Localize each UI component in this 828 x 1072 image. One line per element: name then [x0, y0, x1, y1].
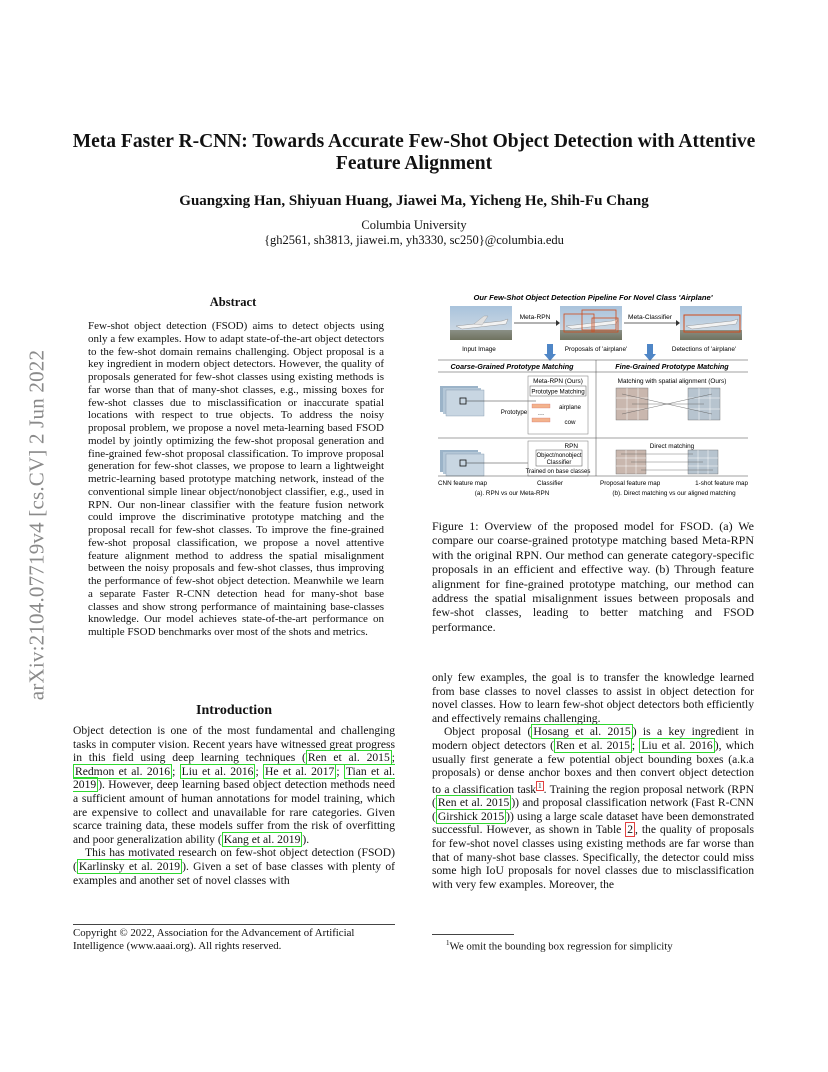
text-run: Object detection is one of the most fundamental and challenging tasks in computer vision. Recent years have witnessed great progress in this field using deep learning techniques (	[73, 724, 395, 765]
citation-link[interactable]: Liu et al. 2016	[641, 738, 713, 752]
footnote-text: We omit the bounding box regression for simplicity	[449, 940, 673, 953]
citation-link[interactable]: Tian et al. 2019	[73, 764, 395, 792]
label-proposals: Proposals of 'airplane'	[564, 346, 628, 353]
fine-grained-title: Fine-Grained Prototype Matching	[615, 362, 729, 371]
input-image	[450, 306, 512, 340]
caption-text: Figure 1: Overview of the proposed model for FSOD. (a) We compare our coarse-grained prototype matching based Meta-RPN with the original RPN. Our method can generate category-specific proposals in an efficient and effective way. (b) Through feature alignment for fine-grained prototype matching, our method can address the spatial misalignment issues between proposals and few-shot classes, leading to better matching and FSOD performance.	[432, 519, 754, 634]
label-prototype: Prototype	[500, 409, 528, 416]
label-detections: Detections of 'airplane'	[671, 346, 737, 353]
citation-link[interactable]: Liu et al. 2016	[181, 764, 254, 778]
text-run: . Training the region proposal network (RPN (	[432, 782, 754, 810]
label-trained-base: Trained on base classes	[525, 469, 591, 475]
label-meta-rpn-ours: Meta-RPN (Ours)	[533, 378, 583, 385]
citation-link[interactable]: He et al. 2017	[265, 764, 335, 778]
down-arrow-icon	[544, 344, 556, 361]
copyright-notice: Copyright © 2022, Association for the Advancement of Artificial Intelligence (www.aaai.org). All rights reserved.	[73, 927, 355, 952]
subcaption-a: (a). RPN vs our Meta-RPN	[474, 490, 550, 497]
figure-1	[432, 290, 754, 500]
paper-title: Meta Faster R-CNN: Towards Accurate Few-Shot Object Detection with Attentive Feature Alignment	[72, 131, 756, 174]
label-direct-matching: Direct matching	[649, 443, 695, 450]
text-run: ), which usually first generate a few potential object bounding boxes (a.k.a proposals) or dense anchor boxes and then convert object detection to a classification task	[432, 738, 754, 796]
label-obj-nonobj: Object/nonobject	[536, 453, 582, 459]
label-meta-classifier: Meta-Classifier	[628, 314, 672, 321]
citation-link[interactable]: Redmon et al. 2016	[75, 764, 171, 778]
abstract-text: Few-shot object detection (FSOD) aims to detect objects using only a few examples. How to adapt state-of-the-art object detectors to the few-shot domain remains challenging. Object proposal is a key ingredient in modern object detectors. However, the quality of proposals generated for few-shot classes using existing methods is far worse than that of many-shot classes, e.g., missing boxes for few-shot classes due to misclassification or inaccurate spatial locations with respect to true objects. To address the noisy proposal problem, we propose a novel meta-learning based FSOD model by jointly optimizing the few-shot proposal generation and fine-grained few-shot proposal classification. To improve proposal generation for few-shot classes, we propose to learn a lightweight metric-learning based prototype matching network, instead of the conventional simple linear object/nonobject classifier, e.g., used in RPN. Our non-linear classifier with the feature fusion network could improve the discriminative prototype matching and the proposal recall for few-shot classes. To improve the fine-grained few-shot proposal classification, we propose a novel attentive feature alignment method to address the spatial misalignment between the noisy proposals and few-shot classes, thus improving the performance of few-shot object detection. Meanwhile we learn a separate Faster R-CNN detection head for many-shot base classes and show strong performance of maintaining base-classes knowledge. Our model achieves state-of-the-art performance on multiple FSOD benchmarks over most of the shots and metrics.	[88, 320, 384, 638]
right-paragraph-2	[432, 725, 754, 891]
direct-feature-grid	[616, 450, 718, 474]
label-cnn-feature-map: CNN feature map	[438, 480, 487, 487]
intro-paragraph-2	[73, 846, 395, 887]
subcaption-b: (b). Direct matching vs our aligned matching	[612, 490, 736, 497]
text-run: ;	[631, 738, 640, 752]
intro-paragraph-1	[73, 724, 395, 846]
citation-link[interactable]: Ren et al. 2015	[555, 738, 630, 752]
label-proposal-feature-map: Proposal feature map	[600, 480, 661, 487]
text-run: , the quality of proposals for few-shot novel classes using existing methods are far worse than that of many-shot base classes. Specifically, the detector could miss some high IoU proposals for novel classes due to misclassification with very few examples. Moreover, the	[432, 823, 755, 891]
citation-link[interactable]: Ren et al. 2015	[307, 751, 390, 765]
arxiv-id: arXiv:2104.07719v4 [cs.CV] 2 Jun 2022	[24, 349, 49, 701]
text-run: ). However, deep learning based object detection methods need a sufficient amount of human annotations for model training, which are expensive to collect and unavailable for rare categories. Given scarce training data, these models suffer from the risk of overfitting and poor generalization ability (	[73, 778, 395, 846]
footnote-rule-right	[432, 934, 514, 935]
emails: {gh2561, sh3813, jiawei.m, yh3330, sc250}@columbia.edu	[264, 233, 564, 247]
table-link[interactable]: 2	[627, 823, 634, 837]
aligned-feature-grid	[616, 388, 720, 420]
right-paragraph-1: only few examples, the goal is to transfer the knowledge learned from base classes to novel classes to assist in object detection for novel classes. How to learn few-shot object detectors both efficiently and effectively remains challenging.	[432, 671, 754, 725]
right-column-body	[432, 671, 754, 891]
label-input-image: Input Image	[462, 346, 496, 353]
footnote-mark: 1	[446, 939, 450, 947]
detections-image	[680, 306, 742, 340]
paper-authors: Guangxing Han, Shiyuan Huang, Jiawei Ma, Yicheng He, Shih-Fu Chang	[179, 193, 649, 209]
abstract-heading: Abstract	[209, 295, 257, 309]
text-run: Object proposal (	[444, 725, 532, 739]
figure-top-title: Our Few-Shot Object Detection Pipeline For Novel Class 'Airplane'	[473, 293, 713, 302]
citation-link[interactable]: Kang et al. 2019	[223, 832, 301, 846]
intro-body	[73, 724, 395, 887]
text-run: ;	[391, 751, 395, 765]
text-run: )) using a large scale dataset have been demonstrated successful. However, as shown in Table	[432, 809, 754, 837]
coarse-grained-title: Coarse-Grained Prototype Matching	[450, 362, 574, 371]
label-meta-rpn: Meta-RPN	[519, 314, 551, 321]
label-classifier: Classifier	[537, 480, 563, 487]
footnote-link[interactable]: 1	[538, 781, 542, 790]
citation-link[interactable]: Girshick 2015	[437, 809, 505, 823]
label-matching-alignment: Matching with spatial alignment (Ours)	[617, 378, 727, 385]
citation-link[interactable]: Hosang et al. 2015	[533, 725, 631, 739]
text-run: )) and proposal classification network (Fast R-CNN (	[432, 796, 754, 823]
affiliation-block	[60, 218, 768, 248]
down-arrow-icon	[644, 344, 656, 361]
label-one-shot-map: 1-shot feature map	[695, 480, 748, 487]
text-run: ).	[302, 832, 310, 846]
label-cow: cow	[564, 419, 576, 426]
text-run: ;	[336, 764, 344, 778]
arxiv-sidebar	[22, 290, 52, 760]
text-run: ) is a key ingredient in modern object detectors (	[432, 725, 754, 752]
label-prototype-matching: Prototype Matching	[531, 388, 585, 396]
intro-heading: Introduction	[196, 703, 272, 718]
label-airplane: airplane	[558, 404, 582, 411]
affiliation: Columbia University	[361, 218, 467, 232]
text-run: ). Given a set of base classes with plenty of examples and another set of novel classes with	[73, 859, 395, 887]
footnote-rule-left	[73, 924, 395, 925]
text-run: ;	[255, 764, 264, 778]
text-run: This has motivated research on few-shot object detection (FSOD) (	[73, 846, 395, 873]
footnote	[446, 939, 746, 953]
citation-link[interactable]: Ren et al. 2015	[437, 796, 510, 810]
proposals-image	[560, 306, 622, 340]
citation-link[interactable]: Karlinsky et al. 2019	[78, 859, 181, 873]
abstract-body	[88, 320, 384, 639]
label-rpn: RPN	[564, 443, 578, 450]
label-ellipsis: …	[537, 410, 545, 417]
label-classifier-box: Classifier	[546, 460, 572, 466]
text-run: ;	[172, 764, 180, 778]
figure-caption	[432, 519, 754, 634]
